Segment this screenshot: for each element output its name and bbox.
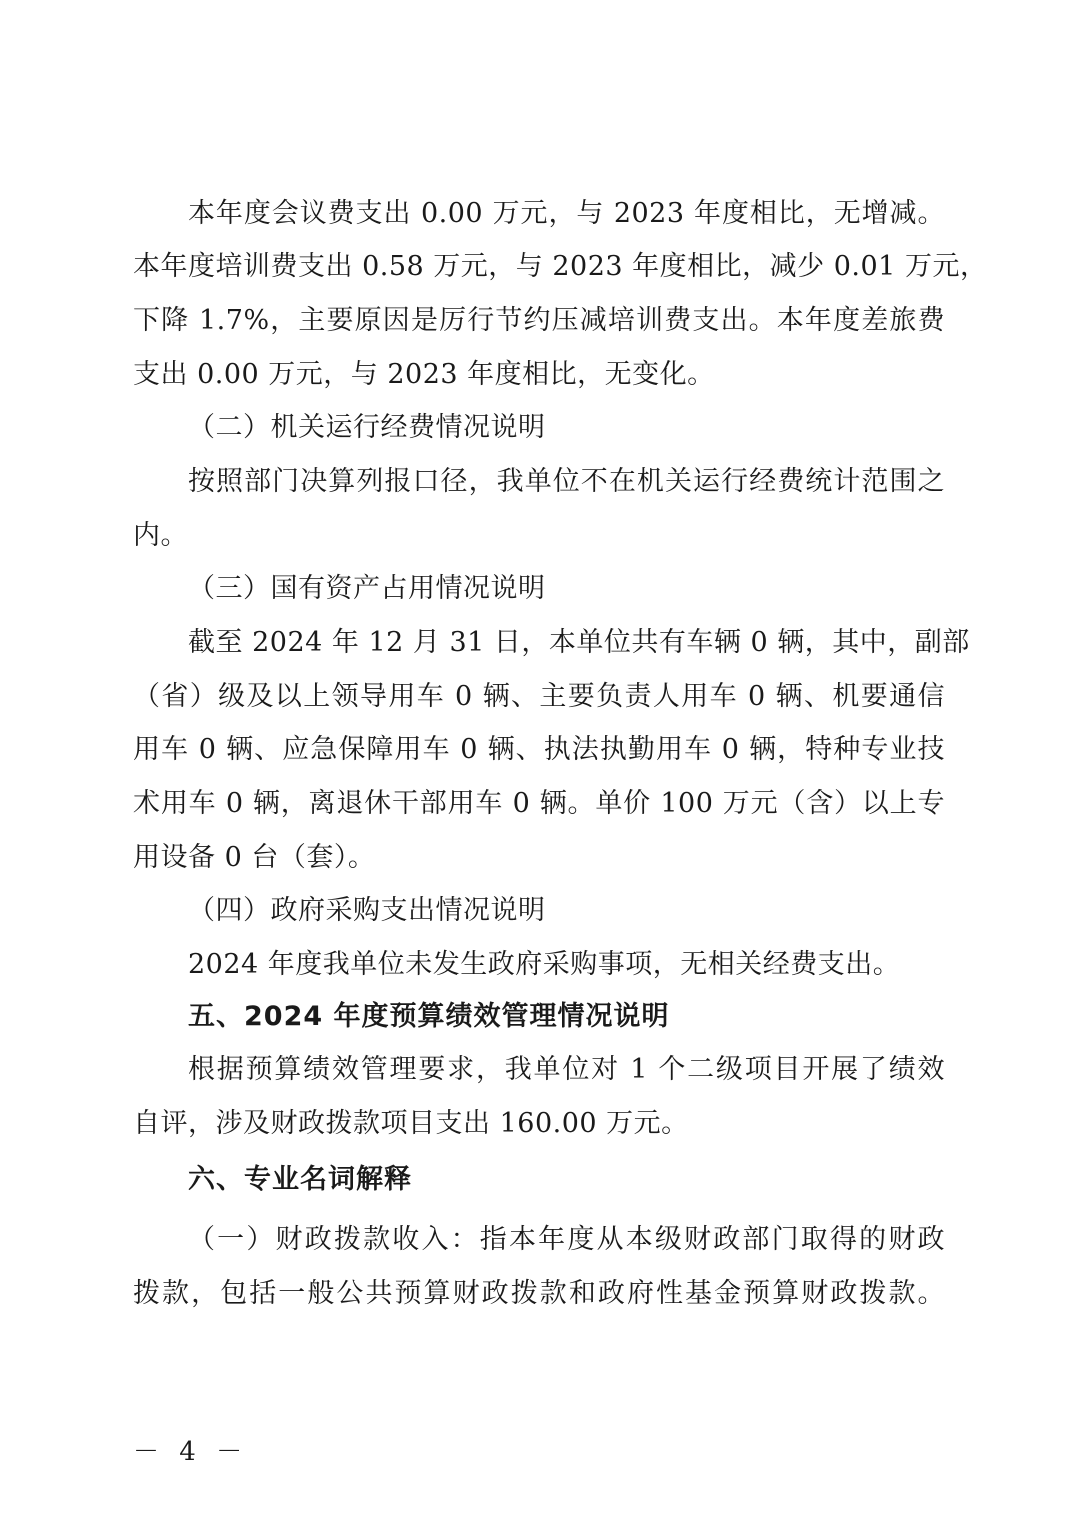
section-heading: （二）机关运行经费情况说明 (188, 412, 546, 443)
section-heading: （三）国有资产占用情况说明 (188, 573, 546, 604)
paragraph-line: 根据预算绩效管理要求，我单位对 1 个二级项目开展了绩效 (188, 1054, 945, 1085)
page-number: － 4 － (133, 1437, 249, 1467)
paragraph-line: 下降 1.7%，主要原因是厉行节约压减培训费支出。本年度差旅费 (133, 305, 945, 336)
paragraph-line: 内。 (133, 520, 188, 551)
paragraph-line: （一）财政拨款收入：指本年度从本级财政部门取得的财政 (188, 1224, 945, 1255)
section-heading: （四）政府采购支出情况说明 (188, 895, 546, 926)
paragraph-line: 2024 年度我单位未发生政府采购事项，无相关经费支出。 (188, 949, 901, 980)
paragraph-line: 按照部门决算列报口径，我单位不在机关运行经费统计范围之 (188, 466, 945, 497)
paragraph-line: （省）级及以上领导用车 0 辆、主要负责人用车 0 辆、机要通信 (133, 681, 945, 712)
paragraph-line: 截至 2024 年 12 月 31 日，本单位共有车辆 0 辆，其中，副部 (188, 627, 970, 658)
paragraph-line: 支出 0.00 万元，与 2023 年度相比，无变化。 (133, 359, 715, 390)
paragraph-line: 用车 0 辆、应急保障用车 0 辆、执法执勤用车 0 辆，特种专业技 (133, 734, 945, 765)
chapter-heading: 五、2024 年度预算绩效管理情况说明 (188, 1001, 670, 1032)
paragraph-line: 术用车 0 辆，离退休干部用车 0 辆。单价 100 万元（含）以上专 (133, 788, 945, 819)
chapter-heading: 六、专业名词解释 (188, 1164, 412, 1195)
paragraph-line: 本年度培训费支出 0.58 万元，与 2023 年度相比，减少 0.01 万元， (133, 251, 988, 282)
paragraph-line: 自评，涉及财政拨款项目支出 160.00 万元。 (133, 1108, 689, 1139)
paragraph-line: 用设备 0 台（套）。 (133, 842, 376, 873)
paragraph-line: 本年度会议费支出 0.00 万元，与 2023 年度相比，无增减。 (188, 198, 945, 229)
paragraph-line: 拨款，包括一般公共预算财政拨款和政府性基金预算财政拨款。 (133, 1278, 945, 1309)
